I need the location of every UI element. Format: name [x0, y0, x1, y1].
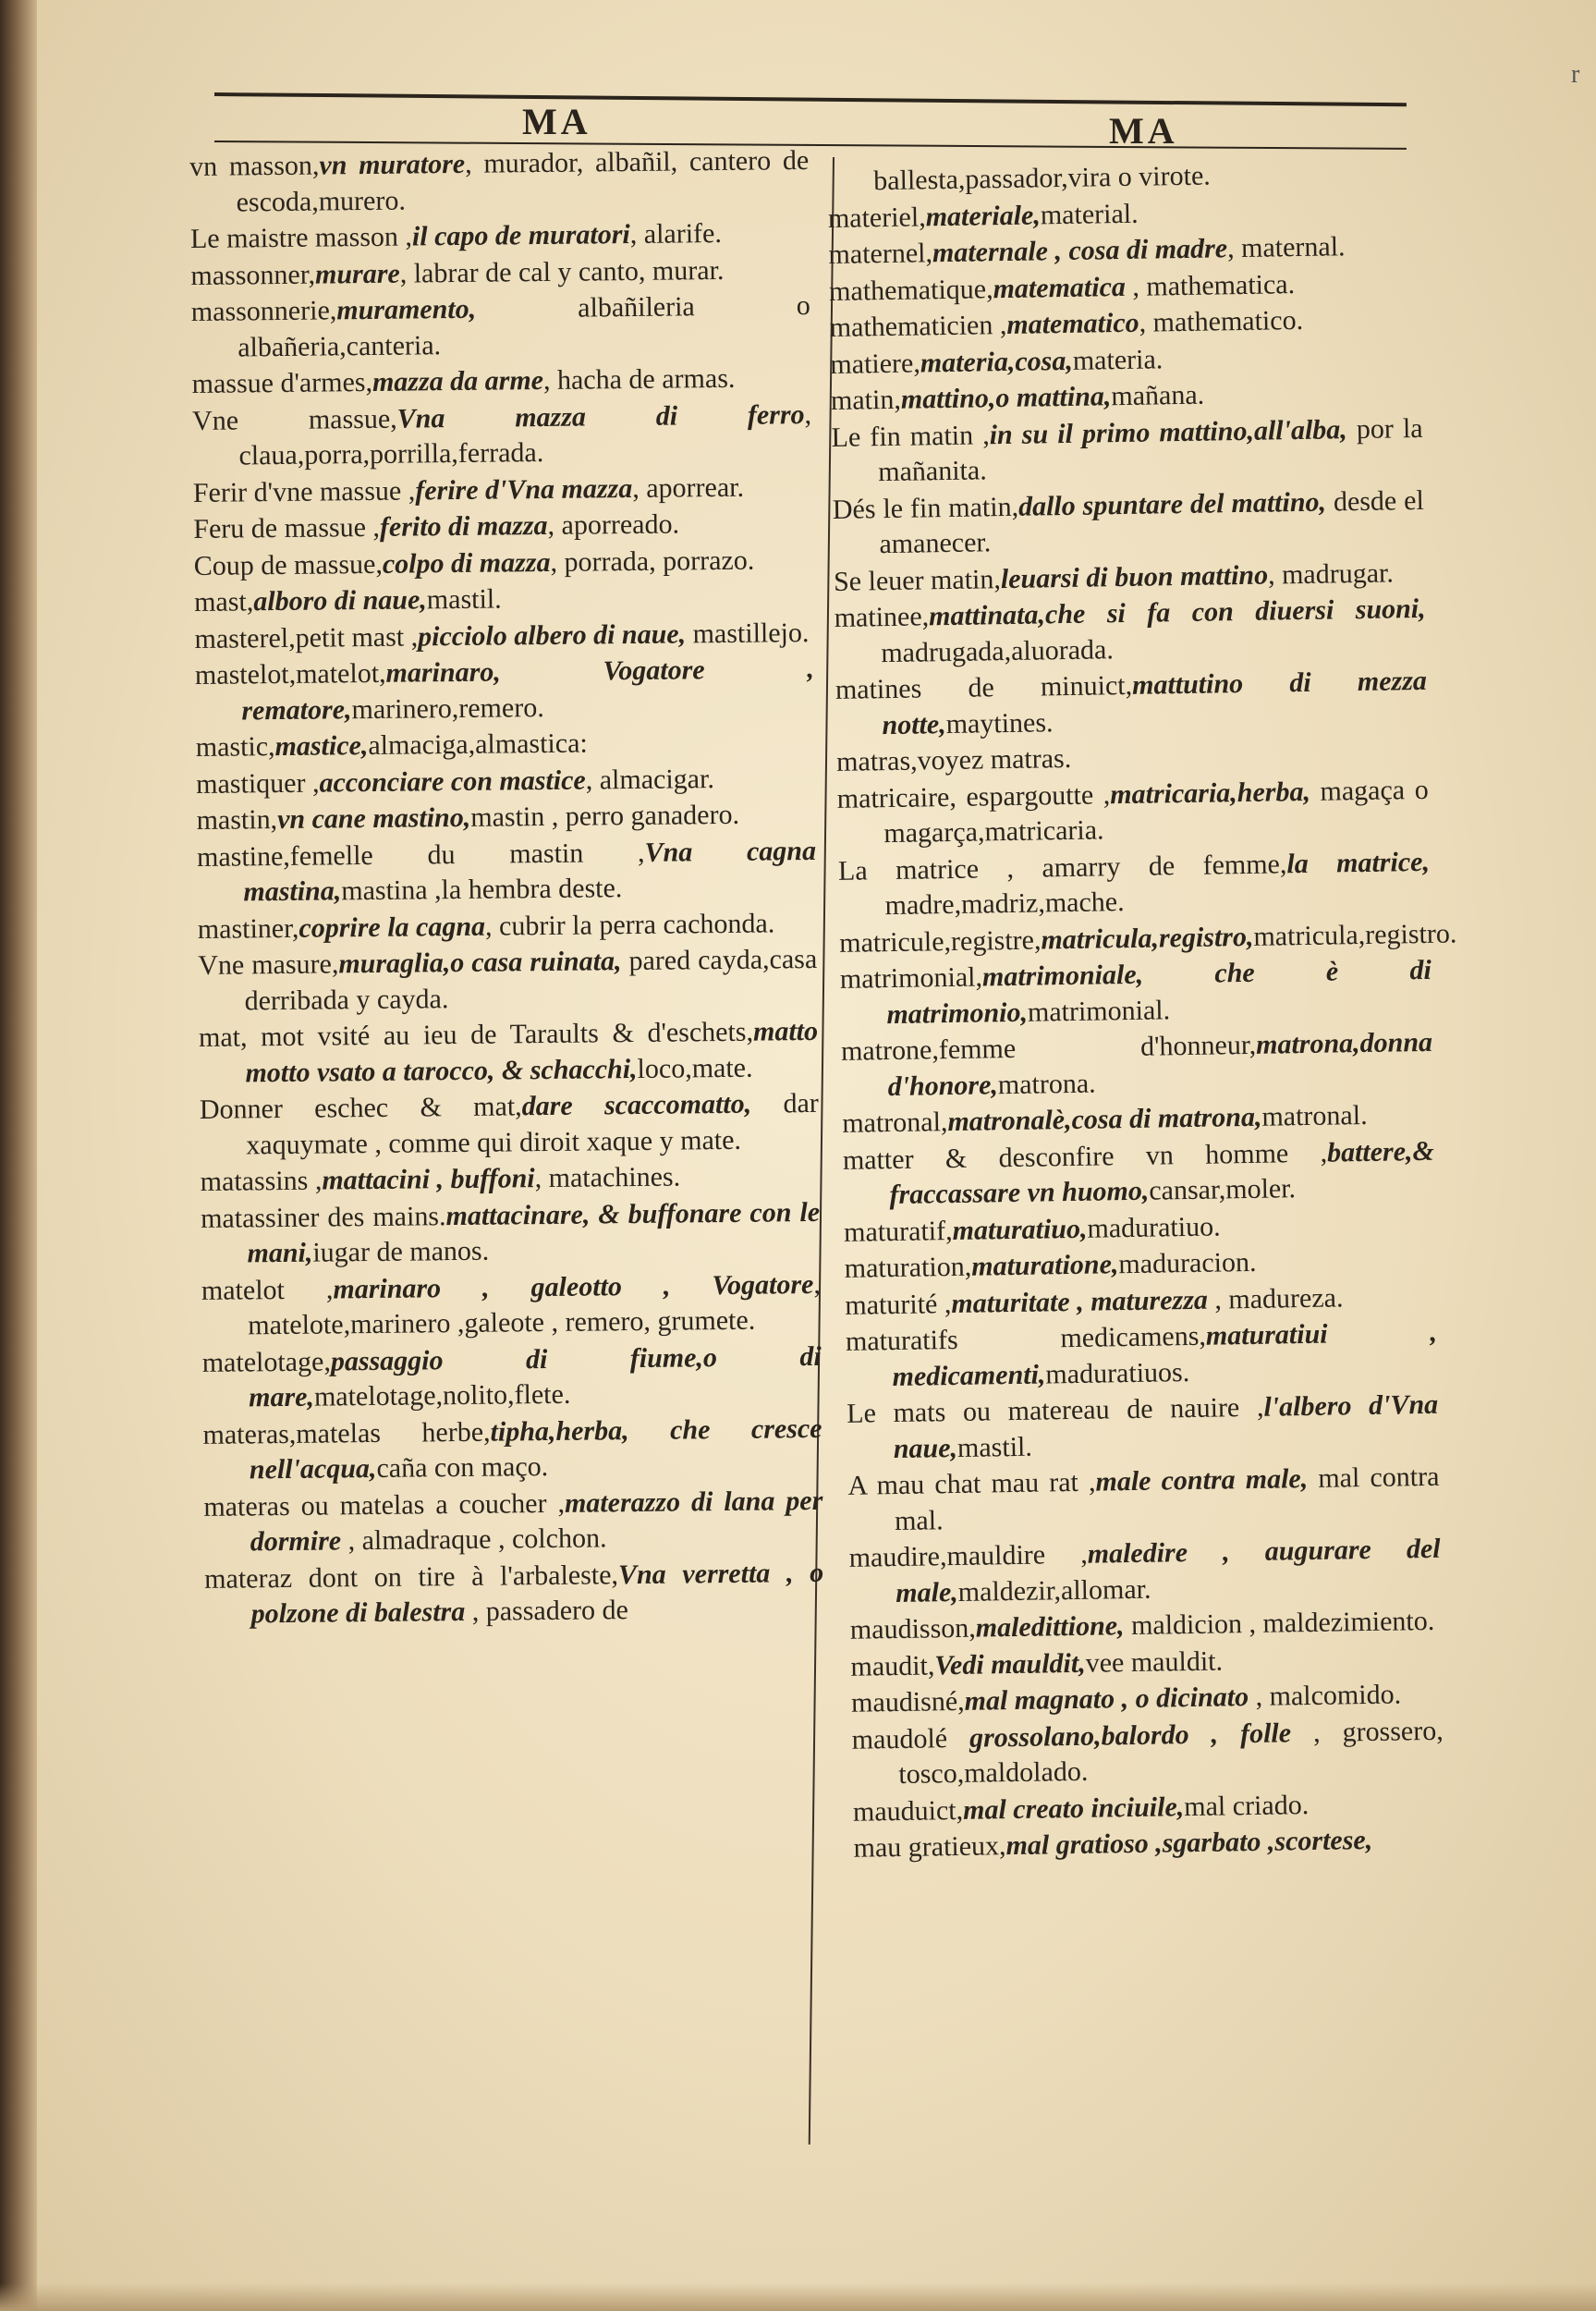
- dictionary-entry: [191, 288, 811, 366]
- entry-italian: maledittione,: [975, 1610, 1125, 1644]
- entry-french: vn masson,: [189, 150, 320, 182]
- entry-spanish: , almadraque , colchon.: [340, 1522, 607, 1557]
- entry-french: mathematicien ,: [829, 309, 1007, 343]
- entry-italian: Vna mazza di ferro: [396, 398, 805, 434]
- entry-spanish: vee mauldit.: [1085, 1645, 1224, 1679]
- entry-italian: mattacini , buffoni: [322, 1163, 535, 1196]
- entry-spanish: loco,mate.: [637, 1052, 753, 1084]
- entry-spanish: marinero,remero.: [351, 691, 544, 725]
- entry-french: matricule,registre,: [838, 923, 1042, 959]
- entry-spanish: albañileria o albañeria,canteria.: [238, 289, 810, 362]
- entry-italian: mattutino di mezza notte,: [882, 665, 1428, 740]
- entry-french: Vne massue,: [191, 403, 397, 436]
- entry-italian: tipha,herba, che cresce nell'acqua,: [249, 1412, 822, 1486]
- dictionary-entry: [194, 579, 813, 621]
- entry-italian: picciolo albero di naue,: [417, 617, 687, 652]
- entry-spanish: material.: [1040, 198, 1139, 230]
- entry-french: maudit,: [850, 1649, 935, 1682]
- dictionary-entry: [198, 905, 817, 948]
- dictionary-entry: [840, 953, 1432, 1033]
- entry-spanish: mal contra mal.: [894, 1461, 1440, 1536]
- entry-italian: matrimoniale, che è di matrimonio,: [886, 954, 1432, 1030]
- entry-italian: male contra male,: [1095, 1463, 1309, 1498]
- entry-italian: maturatiuo,: [952, 1213, 1088, 1246]
- entry-italian: marinaro , galeotto , Vogatore: [333, 1268, 814, 1304]
- entry-french: mat, mot vsité au ieu de Taraults & d'eschets,: [198, 1016, 754, 1053]
- entry-italian: maturatiui , medicamenti,: [892, 1316, 1438, 1392]
- entry-italian: il capo de muratori: [411, 219, 630, 252]
- dictionary-entry: [196, 797, 815, 839]
- dictionary-entry: [204, 1555, 824, 1632]
- entry-french: Se leuer matin,: [833, 563, 1002, 597]
- entry-spanish: caña con maço.: [376, 1451, 549, 1484]
- entry-spanish: maldezir,allomar.: [957, 1573, 1151, 1608]
- entry-italian: l'albero d'Vna naue,: [893, 1388, 1439, 1464]
- entry-spanish: mastin , perro ganadero.: [470, 799, 740, 833]
- entry-italian: mattacinare, & buffonare con le mani,: [247, 1196, 821, 1269]
- entry-french: massonnerie,: [190, 295, 337, 327]
- entry-italian: materiale,: [925, 199, 1042, 232]
- entry-french: massonner,: [190, 259, 316, 291]
- dictionary-entry: [194, 542, 813, 584]
- binding-edge: [0, 0, 37, 2311]
- left-column: [189, 143, 824, 1633]
- entry-french: matrimonial,: [839, 961, 983, 995]
- entry-italian: matematico: [1006, 307, 1139, 340]
- dictionary-entry: [197, 833, 817, 911]
- entry-spanish: matricula,registro.: [1253, 917, 1457, 952]
- entry-spanish: mastina ,la hembra deste.: [341, 873, 623, 907]
- entry-french: maturité ,: [845, 1288, 952, 1321]
- entry-french: La matrice , amarry de femme,: [837, 848, 1287, 886]
- entry-french: mau gratieux,: [853, 1830, 1006, 1864]
- entry-french: mastiner,: [197, 912, 299, 945]
- entry-french: mast,: [193, 586, 254, 617]
- entry-french: materas ou matelas a coucher ,: [203, 1487, 566, 1522]
- entry-spanish: , matelote,marinero ,galeote , remero, grumete.: [248, 1268, 822, 1341]
- dictionary-entry: [847, 1460, 1440, 1540]
- dictionary-entry: [847, 1388, 1439, 1468]
- entry-italian: matrona,donna d'honore,: [887, 1026, 1433, 1102]
- entry-french: materaz dont on tire à l'arbaleste,: [204, 1559, 619, 1595]
- dictionary-entry: [193, 506, 812, 548]
- entry-french: matronal,: [842, 1107, 948, 1139]
- dictionary-entry: [195, 652, 815, 729]
- entry-french: materas,matelas herbe,: [202, 1416, 491, 1450]
- entry-french: Donner eschec & mat,: [199, 1091, 522, 1125]
- dictionary-entry: [202, 1339, 822, 1416]
- entry-italian: mal gratioso ,sgarbato ,scortese,: [1005, 1824, 1373, 1862]
- entry-french: matassiner des mains.: [200, 1200, 446, 1234]
- dictionary-entry: [851, 1713, 1444, 1793]
- dictionary-entry: [189, 143, 810, 221]
- entry-french: mauduict,: [852, 1794, 964, 1828]
- entry-french: Feru de massue ,: [193, 511, 381, 544]
- entry-spanish: , labrar de cal y canto, murar.: [399, 254, 725, 289]
- entry-spanish: , maternal.: [1226, 231, 1346, 264]
- entry-spanish: mastillejo.: [685, 617, 810, 649]
- entry-spanish: , grossero, tosco,maldolado.: [898, 1715, 1444, 1790]
- dictionary-entry: [838, 844, 1431, 924]
- entry-spanish: , aporrear.: [632, 471, 745, 504]
- entry-italian: acconciare con mastice: [319, 764, 586, 799]
- entry-french: maudolé: [851, 1722, 970, 1755]
- entry-italian: matematica: [993, 271, 1127, 304]
- entry-spanish: matronal.: [1261, 1099, 1368, 1132]
- dictionary-entry: [843, 1133, 1435, 1214]
- entry-french: mastiquer ,: [196, 767, 320, 800]
- entry-italian: maternale , cosa di madre: [932, 233, 1228, 269]
- entry-spanish: , matachines.: [534, 1161, 681, 1194]
- entry-french: maudire,mauldire ,: [848, 1538, 1088, 1573]
- entry-spanish: dar xaquymate , comme qui diroit xaque y mate.: [246, 1087, 819, 1160]
- corner-mark: r: [1571, 60, 1580, 89]
- entry-french: maturation,: [844, 1251, 972, 1284]
- entry-italian: murare: [314, 258, 400, 290]
- dictionary-entry: [831, 410, 1423, 491]
- entry-italian: marinaro, Vogatore , rematore,: [241, 653, 815, 726]
- entry-spanish: pared cayda,casa derribada y cayda.: [244, 943, 818, 1016]
- entry-spanish: , passadero de: [465, 1595, 629, 1627]
- page-bottom-edge: [0, 2283, 1596, 2311]
- entry-spanish: maldicion , maldezimiento.: [1124, 1605, 1435, 1642]
- entry-french: masterel,petit mast ,: [194, 620, 419, 654]
- dictionary-entry: [192, 397, 812, 474]
- entry-spanish: maduratiuos.: [1045, 1356, 1190, 1389]
- entry-spanish: almaciga,almastica:: [368, 728, 588, 762]
- entry-spanish: , porrada, porrazo.: [550, 544, 755, 578]
- dictionary-entry: [834, 592, 1426, 672]
- entry-italian: maturatione,: [970, 1249, 1119, 1282]
- entry-french: mastic,: [195, 731, 275, 763]
- running-head-left: MA: [522, 101, 591, 142]
- entry-italian: alboro di naue,: [253, 584, 427, 617]
- entry-spanish: , claua,porra,porrilla,ferrada.: [238, 398, 812, 471]
- entry-spanish: matelotage,nolito,flete.: [313, 1378, 571, 1412]
- entry-spanish: matrimonial.: [1027, 994, 1171, 1028]
- entry-french: Le mats ou matereau de nauire ,: [846, 1391, 1264, 1429]
- entry-italian: materia,cosa,: [920, 345, 1074, 378]
- entry-italian: dallo spuntare del mattino,: [1017, 486, 1327, 522]
- entry-spanish: , almacigar.: [585, 763, 715, 796]
- entry-spanish: , aporreado.: [547, 508, 680, 541]
- entry-spanish: iugar de manos.: [312, 1235, 490, 1268]
- dictionary-entry: [196, 724, 815, 766]
- entry-french: matelot ,: [201, 1273, 334, 1306]
- entry-italian: ferito di mazza: [379, 509, 548, 543]
- entry-french: mastelot,matelot,: [194, 657, 386, 691]
- dictionary-entry: [836, 772, 1429, 852]
- entry-french: matinee,: [834, 601, 930, 633]
- entry-italian: mal creato inciuile,: [962, 1791, 1185, 1826]
- entry-spanish: magaça o magarça,matricaria.: [883, 774, 1429, 850]
- entry-italian: ferire d'Vna mazza: [415, 472, 633, 506]
- entry-italian: colpo di mazza: [382, 546, 551, 580]
- entry-french: maudisné,: [850, 1685, 965, 1718]
- entry-italian: mastice,: [274, 730, 369, 763]
- dictionary-entry: [190, 215, 810, 258]
- entry-french: Le maistre masson ,: [189, 221, 413, 254]
- dictionary-entry: [201, 1194, 821, 1272]
- entry-spanish: , alarife.: [629, 217, 723, 251]
- entry-italian: grossolano,balordo , folle: [969, 1717, 1292, 1754]
- entry-french: Le fin matin ,: [831, 419, 990, 453]
- entry-italian: vn muratore: [319, 148, 466, 181]
- entry-spanish: , mathematica.: [1125, 268, 1296, 302]
- dictionary-entry: [198, 942, 818, 1020]
- entry-spanish: materia.: [1072, 343, 1163, 376]
- dictionary-entry: [200, 1158, 819, 1201]
- entry-spanish: , madrugar.: [1267, 556, 1395, 591]
- entry-french: matricaire, espargoutte ,: [836, 778, 1111, 814]
- entry-french: matiere,: [830, 347, 921, 380]
- entry-french: matras,voyez matras.: [835, 742, 1072, 777]
- entry-spanish: cansar,moler.: [1149, 1173, 1297, 1206]
- entry-spanish: , madureza.: [1207, 1281, 1344, 1315]
- entry-italian: passaggio di fiume,o di mare,: [248, 1340, 822, 1413]
- dictionary-entry: [191, 361, 810, 403]
- entry-italian: Vedi mauldit,: [934, 1647, 1086, 1681]
- entry-spanish: desde el amanecer.: [879, 484, 1425, 560]
- entry-italian: vn cane mastino,: [276, 801, 471, 836]
- entry-italian: maledire , augurare del male,: [895, 1533, 1441, 1608]
- dictionary-entry: [846, 1315, 1438, 1396]
- entry-french: mastine,femelle du mastin ,: [196, 837, 645, 873]
- dictionary-entry: [200, 1086, 820, 1164]
- entry-spanish: maytines.: [945, 706, 1054, 740]
- entry-italian: la matrice,: [1286, 846, 1431, 879]
- entry-french: maturatif,: [843, 1215, 953, 1248]
- entry-french: matassins ,: [200, 1165, 323, 1197]
- entry-french: Coup de massue,: [193, 548, 384, 581]
- entry-italian: in su il primo mattino,all'alba,: [989, 413, 1348, 450]
- entry-french: matines de minuict,: [835, 669, 1133, 705]
- dictionary-entry: [833, 483, 1425, 563]
- dictionary-entry: [201, 1266, 822, 1344]
- dictionary-entry: [835, 664, 1428, 744]
- entry-spanish: , mathematico.: [1139, 304, 1304, 338]
- entry-spanish: maduratiuo.: [1087, 1210, 1221, 1244]
- entry-french: maternel,: [828, 238, 933, 270]
- entry-french: A mau chat mau rat ,: [847, 1466, 1096, 1501]
- dictionary-entry: [190, 251, 810, 294]
- dictionary-entry: [193, 469, 812, 511]
- entry-french: ballesta,passador,vira o virote.: [873, 160, 1212, 197]
- dictionary-entry: [199, 1014, 819, 1092]
- entry-french: massue d'armes,: [191, 366, 373, 399]
- entry-italian: muramento,: [336, 293, 477, 326]
- entry-spanish: madre,madriz,mache.: [884, 886, 1125, 922]
- running-head-right: MA: [1109, 110, 1178, 152]
- entry-french: matrone,femme d'honneur,: [840, 1029, 1257, 1067]
- entry-french: Dés le fin matin,: [832, 491, 1019, 525]
- dictionary-entry: [203, 1483, 823, 1560]
- entry-french: matelotage,: [201, 1345, 332, 1378]
- entry-spanish: mastil.: [956, 1431, 1033, 1463]
- entry-italian: leuarsi di buon mattino: [1000, 559, 1269, 594]
- entry-italian: materazzo di lana per dormire: [250, 1485, 823, 1558]
- entry-spanish: , cubrir la perra cachonda.: [484, 907, 775, 942]
- entry-french: maudisson,: [849, 1612, 976, 1645]
- entry-spanish: , murador, albañil, cantero de escoda,murero.: [236, 144, 810, 217]
- entry-italian: Vna cagna mastina,: [243, 835, 817, 908]
- entry-italian: mal magnato , o dicinato: [964, 1681, 1249, 1717]
- entry-italian: matto motto vsato a tarocco, & schacchi,: [245, 1015, 819, 1088]
- entry-spanish: mastil.: [426, 583, 502, 616]
- entry-spanish: mal criado.: [1183, 1789, 1310, 1822]
- entry-french: mastin,: [196, 804, 278, 836]
- entry-spanish: , hacha de armas.: [542, 362, 736, 397]
- entry-french: matin,: [830, 384, 902, 416]
- entry-french: maturatifs medicamens,: [845, 1320, 1207, 1357]
- entry-italian: matronalè,cosa di matrona,: [947, 1101, 1262, 1138]
- dictionary-entry: [841, 1025, 1433, 1106]
- entry-spanish: mañana.: [1111, 379, 1205, 412]
- dictionary-entry: [202, 1411, 822, 1488]
- entry-spanish: maduracion.: [1118, 1246, 1257, 1280]
- entry-italian: matricaria,herba,: [1109, 776, 1311, 810]
- entry-french: mathematique,: [828, 273, 993, 307]
- right-column: [827, 155, 1457, 1867]
- dictionary-entry: [196, 760, 815, 802]
- entry-italian: muraglia,o casa ruinata,: [338, 946, 622, 980]
- entry-italian: Vna verretta , o polzone di balestra: [250, 1557, 824, 1630]
- entry-italian: matricula,registro,: [1041, 921, 1254, 955]
- entry-french: Vne masure,: [198, 948, 339, 981]
- entry-italian: battere,& fraccassare vn huomo,: [889, 1135, 1435, 1211]
- entry-french: Ferir d'vne massue ,: [192, 474, 416, 508]
- entry-spanish: , malcomido.: [1248, 1679, 1402, 1713]
- entry-spanish: por la mañanita.: [877, 412, 1423, 488]
- dictionary-entry: [194, 615, 813, 657]
- entry-italian: mattinata,che si fa con diuersi suoni,: [928, 593, 1426, 632]
- entry-spanish: matrona.: [997, 1068, 1096, 1100]
- entry-spanish: madrugada,aluorada.: [881, 633, 1115, 668]
- dictionary-entry: [848, 1532, 1441, 1612]
- entry-french: materiel,: [827, 201, 926, 234]
- entry-french: matter & desconfire vn homme ,: [842, 1137, 1328, 1176]
- entry-italian: maturitate , maturezza: [951, 1284, 1209, 1319]
- entry-italian: mazza da arme: [372, 365, 544, 397]
- entry-italian: mattino,o mattina,: [900, 381, 1112, 415]
- entry-italian: dare scaccomatto,: [521, 1088, 752, 1122]
- entry-italian: coprire la cagna: [298, 911, 486, 944]
